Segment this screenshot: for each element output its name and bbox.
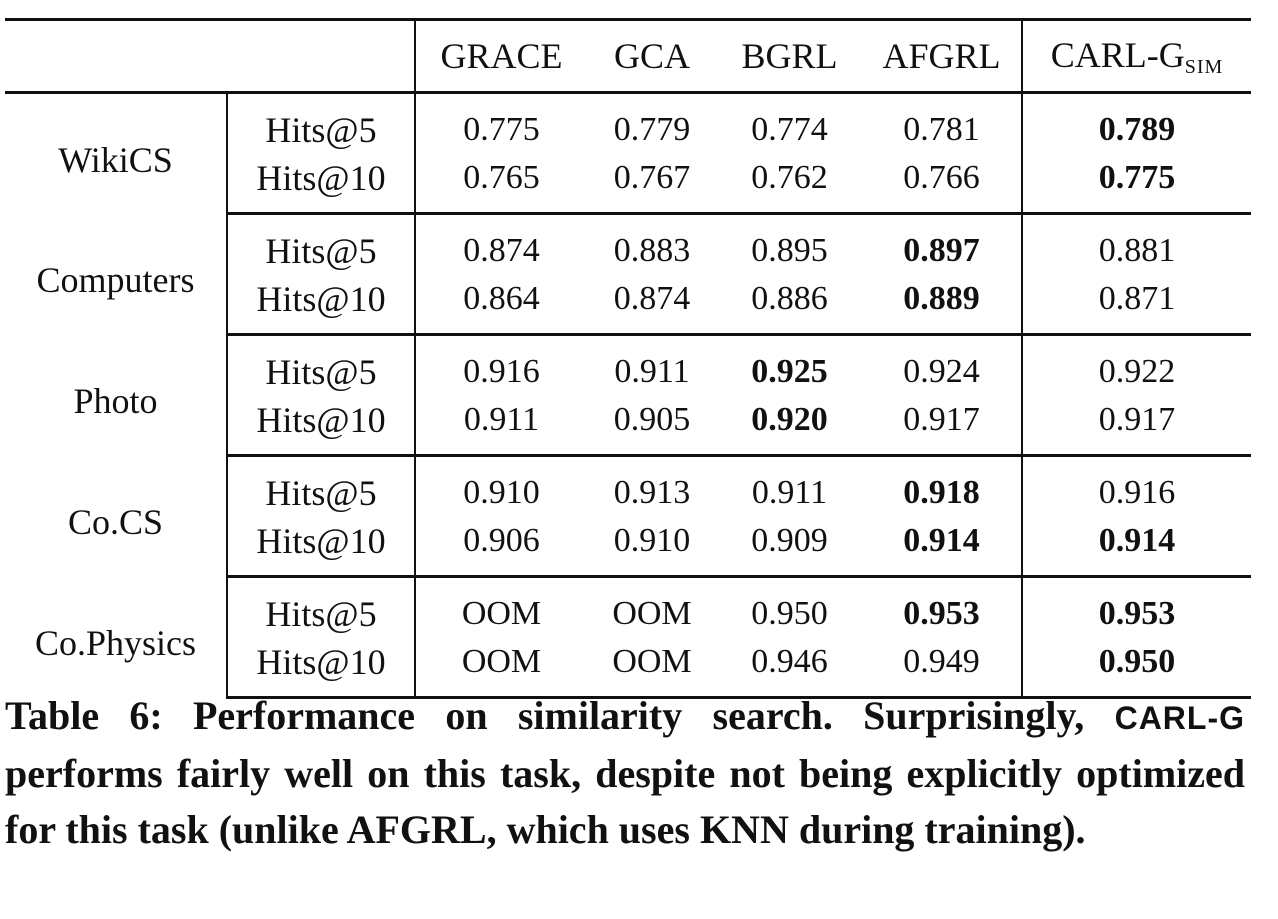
value-cell-gca: OOM xyxy=(612,595,692,632)
header-empty-dataset xyxy=(5,20,227,93)
caption-method-name: CARL-G xyxy=(1114,700,1245,736)
table-caption xyxy=(5,688,1245,858)
value-cell-grace: 0.874 xyxy=(463,232,540,269)
value-cell-bgrl: 0.950 xyxy=(751,595,828,632)
value-cell-carl-g: 0.950 xyxy=(1022,638,1251,698)
table-row xyxy=(5,335,1251,397)
table-row xyxy=(5,214,1251,276)
metric-cell: Hits@5 xyxy=(227,577,415,639)
metric-cell: Hits@10 xyxy=(227,154,415,214)
value-cell-bgrl: 0.895 xyxy=(751,232,828,269)
value-cell-afgrl: 0.914 xyxy=(862,517,1022,577)
value-cell-afgrl: 0.766 xyxy=(862,154,1022,214)
value-cell-bgrl: 0.762 xyxy=(717,154,862,214)
header-afgrl: AFGRL xyxy=(862,20,1022,93)
caption-text-part1: Performance on similarity search. Surprisingly, xyxy=(192,693,1085,738)
value-cell-gca: OOM xyxy=(587,638,717,698)
value-cell-afgrl: 0.897 xyxy=(862,214,1022,276)
metric-cell: Hits@10 xyxy=(227,275,415,335)
value-cell-carl-g: 0.871 xyxy=(1022,275,1251,335)
value-cell-carl-g: 0.916 xyxy=(1098,474,1176,511)
value-cell-afgrl: 0.924 xyxy=(862,335,1022,397)
table-row xyxy=(5,577,1251,639)
value-cell-carl-g: 0.914 xyxy=(1022,517,1251,577)
caption-label: Table 6: xyxy=(5,693,163,738)
header-carl-g-subscript: SIM xyxy=(1184,55,1224,78)
value-cell-afgrl: 0.949 xyxy=(862,638,1022,698)
metric-cell: Hits@5 xyxy=(227,214,415,276)
caption-text-part2: performs fairly well on this task, despite not being explicitly optimized for this task (unlike AFGRL, which uses KNN during training). xyxy=(5,751,1245,852)
table-row xyxy=(5,93,1251,155)
value-cell-gca: 0.913 xyxy=(613,474,691,511)
value-cell-afgrl: 0.781 xyxy=(862,93,1022,155)
value-cell-grace: OOM xyxy=(461,595,542,632)
dataset-name-cell: WikiCS xyxy=(5,93,227,214)
value-cell-afgrl: 0.917 xyxy=(862,396,1022,456)
header-empty-metric xyxy=(227,20,415,93)
value-cell-gca: 0.779 xyxy=(613,111,691,148)
header-grace: GRACE xyxy=(415,20,587,93)
value-cell-carl-g: 0.775 xyxy=(1022,154,1251,214)
value-cell-grace: 0.775 xyxy=(463,111,540,148)
metric-cell: Hits@5 xyxy=(227,456,415,518)
header-bgrl: BGRL xyxy=(717,20,862,93)
value-cell-grace: 0.911 xyxy=(415,396,587,456)
value-cell-grace: 0.765 xyxy=(415,154,587,214)
value-cell-grace: OOM xyxy=(415,638,587,698)
value-cell-afgrl: 0.953 xyxy=(862,577,1022,639)
metric-cell: Hits@10 xyxy=(227,517,415,577)
value-cell-bgrl: 0.886 xyxy=(717,275,862,335)
value-cell-gca: 0.874 xyxy=(587,275,717,335)
header-row xyxy=(5,20,1251,93)
value-cell-gca: 0.910 xyxy=(587,517,717,577)
value-cell-carl-g: 0.953 xyxy=(1098,595,1176,632)
similarity-search-table xyxy=(5,18,1251,699)
header-carl-g-sim xyxy=(1022,20,1251,93)
value-cell-bgrl: 0.909 xyxy=(717,517,862,577)
metric-cell: Hits@10 xyxy=(227,396,415,456)
value-cell-carl-g: 0.881 xyxy=(1098,232,1176,269)
value-cell-bgrl: 0.920 xyxy=(717,396,862,456)
value-cell-carl-g: 0.922 xyxy=(1098,353,1176,390)
value-cell-bgrl: 0.774 xyxy=(751,111,828,148)
value-cell-grace: 0.864 xyxy=(415,275,587,335)
value-cell-carl-g: 0.917 xyxy=(1022,396,1251,456)
dataset-name-cell: Photo xyxy=(5,335,227,456)
value-cell-gca: 0.767 xyxy=(587,154,717,214)
dataset-name-cell: Computers xyxy=(5,214,227,335)
metric-cell: Hits@10 xyxy=(227,638,415,698)
header-carl-g-main: CARL-G xyxy=(1050,34,1185,75)
value-cell-bgrl: 0.925 xyxy=(751,353,828,390)
table-body xyxy=(5,93,1251,698)
value-cell-bgrl: 0.911 xyxy=(751,474,828,511)
value-cell-carl-g: 0.789 xyxy=(1098,111,1176,148)
value-cell-grace: 0.906 xyxy=(415,517,587,577)
value-cell-afgrl: 0.918 xyxy=(862,456,1022,518)
table-row xyxy=(5,456,1251,518)
value-cell-gca: 0.911 xyxy=(614,353,690,390)
value-cell-bgrl: 0.946 xyxy=(717,638,862,698)
value-cell-grace: 0.910 xyxy=(463,474,540,511)
value-cell-afgrl: 0.889 xyxy=(862,275,1022,335)
header-gca: GCA xyxy=(587,20,717,93)
dataset-name-cell: Co.Physics xyxy=(5,577,227,698)
metric-cell: Hits@5 xyxy=(227,93,415,155)
results-table-container xyxy=(5,18,1251,699)
value-cell-grace: 0.916 xyxy=(463,353,540,390)
dataset-name-cell: Co.CS xyxy=(5,456,227,577)
metric-cell: Hits@5 xyxy=(227,335,415,397)
value-cell-gca: 0.905 xyxy=(587,396,717,456)
value-cell-gca: 0.883 xyxy=(613,232,691,269)
